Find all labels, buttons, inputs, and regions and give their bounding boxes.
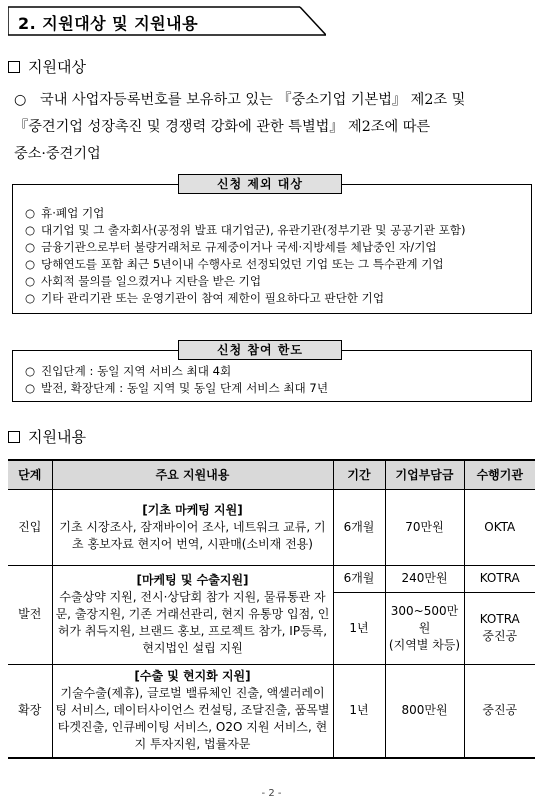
- header-content: 주요 지원내용: [52, 460, 333, 489]
- content-cell: [52, 489, 333, 565]
- page-number: - 2 -: [261, 788, 282, 799]
- program-description: 기술수출(제휴), 글로벌 밸류체인 진출, 액셀러레이팅 서비스, 데이터사이언스 컨설팅, 조달진출, 품목별 타겟진출, 인큐베이팅 서비스, O2O 지원 서비스, 현지 투자지원, 법률자문: [55, 686, 330, 752]
- circle-bullet-icon: ○: [14, 92, 27, 108]
- table-row: [8, 664, 535, 758]
- period-cell: 1년: [333, 592, 385, 664]
- square-bullet-icon: [8, 431, 20, 443]
- table-header-row: [8, 460, 535, 489]
- header-period: 기간: [333, 460, 385, 489]
- program-title: [수출 및 현지화 지원]: [134, 669, 251, 684]
- exclusion-item: ○ 기타 관리기관 또는 운영기관이 참여 제한이 필요하다고 판단한 기업: [25, 291, 385, 305]
- content-cell: [52, 565, 333, 664]
- target-line-2: 『중견기업 성장촉진 및 경쟁력 강화에 관한 특별법』 제2조에 따른: [14, 119, 431, 135]
- exclusion-item: ○ 대기업 및 그 출자회사(공정위 발표 대기업군), 유관기관(정부기관 및 공공기관 포함): [25, 223, 466, 237]
- header-cost: 기업부담금: [385, 460, 464, 489]
- table-row: [8, 489, 535, 565]
- stage-cell: 확장: [8, 664, 52, 758]
- cost-cell: 240만원: [385, 565, 464, 592]
- agency-cell: KOTRA 중진공: [464, 592, 535, 664]
- cost-cell: 70만원: [385, 489, 464, 565]
- heading-title: 2. 지원대상 및 지원내용: [18, 14, 199, 33]
- table-row: [8, 565, 535, 592]
- support-table: [8, 459, 535, 759]
- cost-cell: 300~500만원 (지역별 차등): [385, 592, 464, 664]
- exclusion-list: [13, 185, 531, 307]
- limit-item: ○ 진입단계 : 동일 지역 서비스 최대 4회: [25, 364, 232, 378]
- program-title: [마케팅 및 수출지원]: [136, 573, 249, 587]
- exclusion-item: ○ 금융기관으로부터 불량거래처로 규제중이거나 국세·지방세를 체납중인 자/기업: [25, 240, 437, 254]
- target-section-title: 지원대상: [8, 56, 86, 77]
- agency-cell: KOTRA: [464, 565, 535, 592]
- target-line-1: ○ 국내 사업자등록번호를 보유하고 있는 『중소기업 기본법』 제2조 및: [14, 87, 534, 114]
- agency-cell: OKTA: [464, 489, 535, 565]
- limit-item: ○ 발전, 확장단계 : 동일 지역 및 동일 단계 서비스 최대 7년: [25, 381, 329, 395]
- stage-cell: 진입: [8, 489, 52, 565]
- program-description: 수출상약 지원, 전시·상담회 참가 지원, 물류통관 자문, 출장지원, 기존 거래선관리, 현지 유통망 입점, 인허가 취득지원, 브랜드 홍보, 프로젝트 참가, IP등록, 현지법인 설립 지원: [55, 590, 330, 655]
- exclusion-item: ○ 당해연도를 포함 최근 5년이내 수행사로 선정되었던 기업 또는 그 특수관계 기업: [25, 257, 444, 271]
- target-description: [14, 87, 534, 168]
- program-description: 기초 시장조사, 잠재바이어 조사, 네트워크 교류, 기초 홍보자료 현지어 번역, 시판매(소비재 전용): [59, 519, 326, 551]
- section-heading: [8, 6, 326, 36]
- stage-cell: 발전: [8, 565, 52, 664]
- cost-cell: 800만원: [385, 664, 464, 758]
- square-bullet-icon: [8, 61, 20, 73]
- header-stage: 단계: [8, 460, 52, 489]
- limit-box-tag: 신청 참여 한도: [178, 340, 342, 360]
- agency-cell: 중진공: [464, 664, 535, 758]
- header-agency: 수행기관: [464, 460, 535, 489]
- exclusion-box: [12, 184, 532, 314]
- exclusion-box-tag: 신청 제외 대상: [178, 174, 342, 194]
- period-cell: 1년: [333, 664, 385, 758]
- program-title: [기초 마케팅 지원]: [142, 502, 243, 517]
- exclusion-item: ○ 휴·폐업 기업: [25, 206, 105, 220]
- target-line-3: 중소·중견기업: [14, 146, 101, 162]
- content-cell: [52, 664, 333, 758]
- period-cell: 6개월: [333, 565, 385, 592]
- period-cell: 6개월: [333, 489, 385, 565]
- content-section-title: 지원내용: [8, 426, 86, 447]
- exclusion-item: ○ 사회적 물의를 일으켰거나 지탄을 받은 기업: [25, 274, 262, 288]
